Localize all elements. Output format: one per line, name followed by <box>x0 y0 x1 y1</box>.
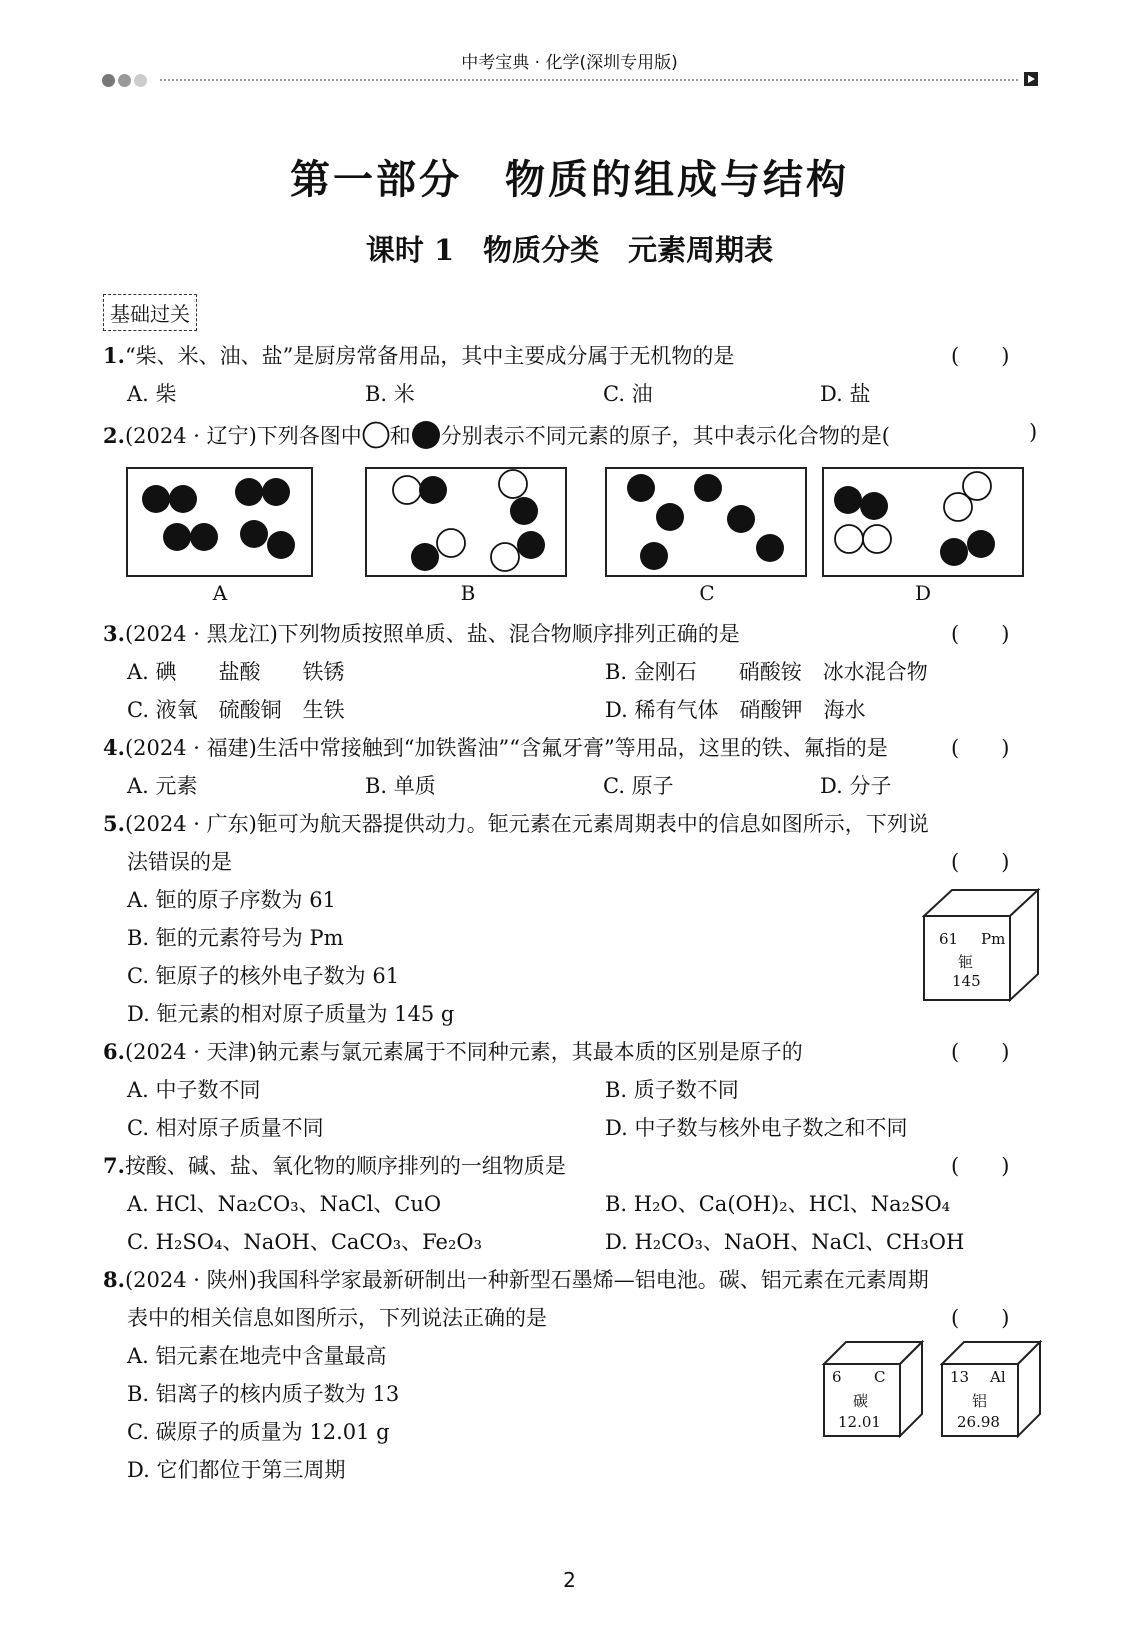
question-6 <box>103 1036 803 1066</box>
element-number: 13 <box>950 1368 970 1386</box>
diagram-label: D <box>914 581 932 605</box>
option: D. 中子数与核外电子数之和不同 <box>605 1116 908 1140</box>
element-name: 碳 <box>853 1392 869 1410</box>
option: C. 原子 <box>603 774 674 798</box>
answer-paren-close: ) <box>1029 420 1038 444</box>
diagram-label: C <box>699 581 715 605</box>
option: B. 金刚石 硝酸铵 冰水混合物 <box>605 660 928 684</box>
answer-paren: ( ) <box>951 1040 1010 1064</box>
question-number: 7. <box>103 1153 125 1178</box>
question-text: (2024 · 黑龙江)下列物质按照单质、盐、混合物顺序排列正确的是 <box>124 622 740 646</box>
page-number: 2 <box>563 1568 576 1592</box>
lesson-title: 课时 1 物质分类 元素周期表 <box>365 233 774 267</box>
element-mass: 145 <box>952 972 981 990</box>
option: A. 柴 <box>127 382 177 406</box>
part-title: 第一部分 物质的组成与结构 <box>290 157 849 203</box>
option: D. H₂CO₃、NaOH、NaCl、CH₃OH <box>605 1230 965 1254</box>
element-mass: 12.01 <box>838 1413 881 1431</box>
answer-paren: ( ) <box>951 850 1010 874</box>
option: A. 碘 盐酸 铁锈 <box>127 660 345 684</box>
question-text: 和 <box>389 424 411 448</box>
option: A. 钷的原子序数为 61 <box>127 888 336 912</box>
diagram-d <box>823 468 1023 576</box>
question-8 <box>103 1264 929 1294</box>
option: A. 元素 <box>127 774 198 798</box>
option: A. 中子数不同 <box>127 1078 261 1102</box>
question-number: 5. <box>103 811 125 836</box>
option: D. 钷元素的相对原子质量为 145 g <box>127 1002 455 1026</box>
question-text-cont: 表中的相关信息如图所示，下列说法正确的是 <box>127 1306 547 1330</box>
diagram-b <box>366 468 566 576</box>
question-text-cont: 法错误的是 <box>127 850 232 874</box>
question-5 <box>103 808 929 838</box>
question-number: 8. <box>103 1267 125 1292</box>
question-number: 6. <box>103 1039 125 1064</box>
option: B. 米 <box>365 382 415 406</box>
option: B. H₂O、Ca(OH)₂、HCl、Na₂SO₄ <box>605 1192 951 1216</box>
question-text: (2024 · 福建)生活中常接触到“加铁酱油”“含氟牙膏”等用品，这里的铁、氟指的是 <box>124 736 888 760</box>
element-symbol: Pm <box>981 930 1006 948</box>
option: A. HCl、Na₂CO₃、NaCl、CuO <box>127 1192 442 1216</box>
header-title: 中考宝典 · 化学(深圳专用版) <box>461 53 678 73</box>
option: D. 稀有气体 硝酸钾 海水 <box>605 698 866 722</box>
option: B. 钷的元素符号为 Pm <box>127 926 344 950</box>
element-mass: 26.98 <box>957 1413 1000 1431</box>
question-text: (2024 · 广东)钷可为航天器提供动力。钷元素在元素周期表中的信息如图所示，下列说 <box>124 812 929 836</box>
element-symbol: Al <box>990 1368 1006 1386</box>
question-number: 4. <box>103 735 125 760</box>
question-number: 2. <box>103 423 125 448</box>
diagram-label: B <box>460 581 476 605</box>
answer-paren: ( ) <box>951 622 1010 646</box>
molecule-diagrams <box>0 0 1139 600</box>
option: C. 碳原子的质量为 12.01 g <box>127 1420 390 1444</box>
diagram-a <box>127 468 312 576</box>
answer-paren: ( ) <box>951 1306 1010 1330</box>
option: B. 质子数不同 <box>605 1078 739 1102</box>
option: B. 铝离子的核内质子数为 13 <box>127 1382 400 1406</box>
option: C. 钷原子的核外电子数为 61 <box>127 964 400 988</box>
question-text: 分别表示不同元素的原子，其中表示化合物的是( <box>440 424 890 448</box>
question-3 <box>103 618 740 648</box>
question-text: (2024 · 辽宁)下列各图中 <box>124 424 362 448</box>
option: A. 铝元素在地壳中含量最高 <box>127 1344 387 1368</box>
question-text: (2024 · 陕州)我国科学家最新研制出一种新型石墨烯—铝电池。碳、铝元素在元素周期 <box>124 1268 929 1292</box>
answer-paren: ( ) <box>951 1154 1010 1178</box>
answer-paren: ( ) <box>951 344 1010 368</box>
option: C. 液氧 硫酸铜 生铁 <box>127 698 345 722</box>
element-name: 铝 <box>972 1392 988 1410</box>
question-number: 1. <box>103 343 125 368</box>
element-number: 61 <box>939 930 959 948</box>
option: C. 相对原子质量不同 <box>127 1116 324 1140</box>
question-7 <box>103 1150 566 1180</box>
question-text: “柴、米、油、盐”是厨房常备用品，其中主要成分属于无机物的是 <box>124 344 735 368</box>
section-tag: 基础过关 <box>103 294 197 331</box>
question-text: (2024 · 天津)钠元素与氯元素属于不同种元素，其最本质的区别是原子的 <box>124 1040 803 1064</box>
option: C. H₂SO₄、NaOH、CaCO₃、Fe₂O₃ <box>127 1230 483 1254</box>
question-number: 3. <box>103 621 125 646</box>
element-symbol: C <box>874 1368 886 1386</box>
question-4 <box>103 732 888 762</box>
element-number: 6 <box>832 1368 842 1386</box>
option: D. 盐 <box>820 382 871 406</box>
option: D. 它们都位于第三周期 <box>127 1458 346 1482</box>
question-text: 按酸、碱、盐、氧化物的顺序排列的一组物质是 <box>124 1154 566 1178</box>
diagram-label: A <box>212 581 228 605</box>
option: C. 油 <box>603 382 653 406</box>
option: D. 分子 <box>820 774 892 798</box>
element-name: 钷 <box>958 953 974 971</box>
answer-paren: ( ) <box>951 736 1010 760</box>
option: B. 单质 <box>365 774 436 798</box>
diagram-c <box>606 468 806 576</box>
